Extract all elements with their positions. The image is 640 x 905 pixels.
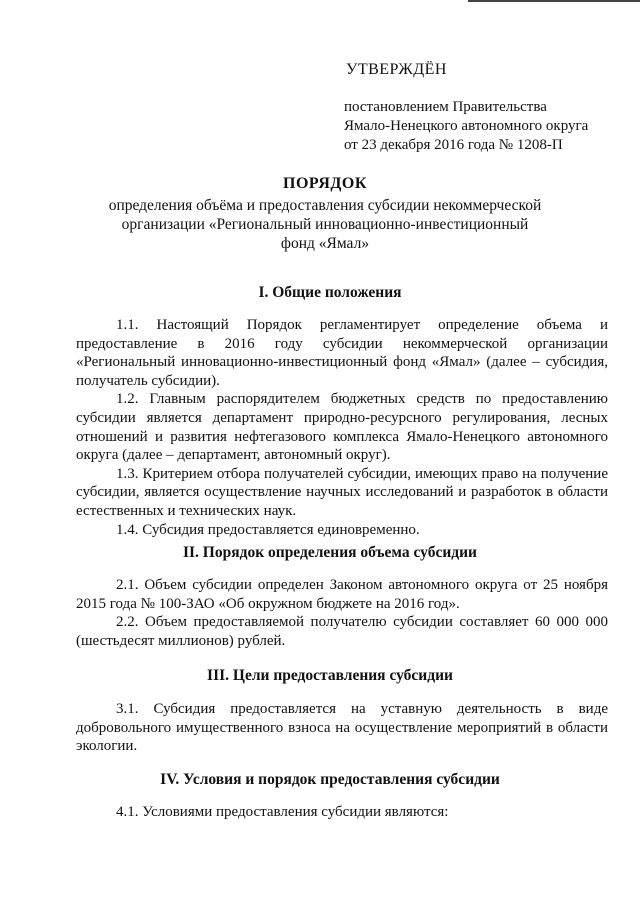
text-line: 1.4. Субсидия предоставляется единовременно. [116,521,420,538]
paragraph [76,465,608,521]
text-line: 1.2. Главным распорядителем бюджетных средств по предоставлению [116,391,608,408]
section-heading: III. Цели предоставления субсидии [207,667,453,684]
text-line: 1.1. Настоящий Порядок регламентирует определение объема и [116,317,608,333]
approval-title: УТВЕРЖДЁН [346,61,447,78]
document-subtitle-line: организации «Региональный инновационно-инвестиционный [121,216,529,233]
section-heading: II. Порядок определения объема субсидии [182,544,477,561]
section-body [76,700,608,756]
text-line: 2015 года № 100-ЗАО «Об окружном бюджете на 2016 год». [76,595,460,612]
text-line: 4.1. Условиями предоставления субсидии являются: [116,804,449,820]
document-subtitle-line: определения объёма и предоставления субсидии некоммерческой [108,197,542,214]
approval-line: Ямало-Ненецкого автономного округа [344,118,589,134]
approval-block [344,60,624,155]
text-line: добровольного имущественного взноса на осуществление мероприятий в области [76,719,608,736]
approval-line: постановлением Правительства [344,99,547,115]
paragraph [76,613,608,650]
paragraph [76,803,608,822]
text-line: субсидии является департамент природно-ресурсного регулирования, лесных [76,409,608,426]
text-line: (шестьдесят миллионов) рублей. [76,632,286,649]
text-line: «Региональный инновационно-инвестиционный фонд «Ямал» (далее – субсидия, [76,354,608,371]
text-line: округа (далее – департамент, автономный округ). [76,447,391,464]
paragraph [76,521,608,540]
section-body [76,803,608,822]
text-line: экологии. [76,738,138,755]
document-title: ПОРЯДОК [283,175,367,192]
paragraph [76,316,608,390]
section-heading: I. Общие положения [258,284,402,301]
text-line: 2.2. Объем предоставляемой получателю субсидии составляет 60 000 000 [116,614,608,631]
text-line: предоставление в 2016 году субсидии некоммерческой организации [76,335,608,352]
text-line: отношений и развития нефтегазового комплекса Ямало-Ненецкого автономного [76,428,608,445]
document-subtitle-line: фонд «Ямал» [280,235,370,252]
text-line: 1.3. Критерием отбора получателей субсидии, имеющих право на получение [116,465,608,482]
paragraph [76,700,608,756]
section-body [76,576,608,650]
paragraph [76,576,608,613]
text-line: получатель субсидии). [76,372,220,389]
text-line: субсидии, является осуществление научных исследований и разработок в области [76,484,608,501]
paragraph [76,390,608,464]
text-line: 3.1. Субсидия предоставляется на уставную деятельность в виде [116,701,608,717]
document-title-block [80,174,570,253]
section-heading: IV. Условия и порядок предоставления субсидии [160,771,500,788]
section-body [76,316,608,539]
text-line: 2.1. Объем субсидии определен Законом автономного округа от 25 ноября [116,577,608,593]
text-line: естественных и технических наук. [76,502,297,519]
approval-line: от 23 декабря 2016 года № 1208-П [344,137,563,153]
top-edge-rule [468,0,640,2]
